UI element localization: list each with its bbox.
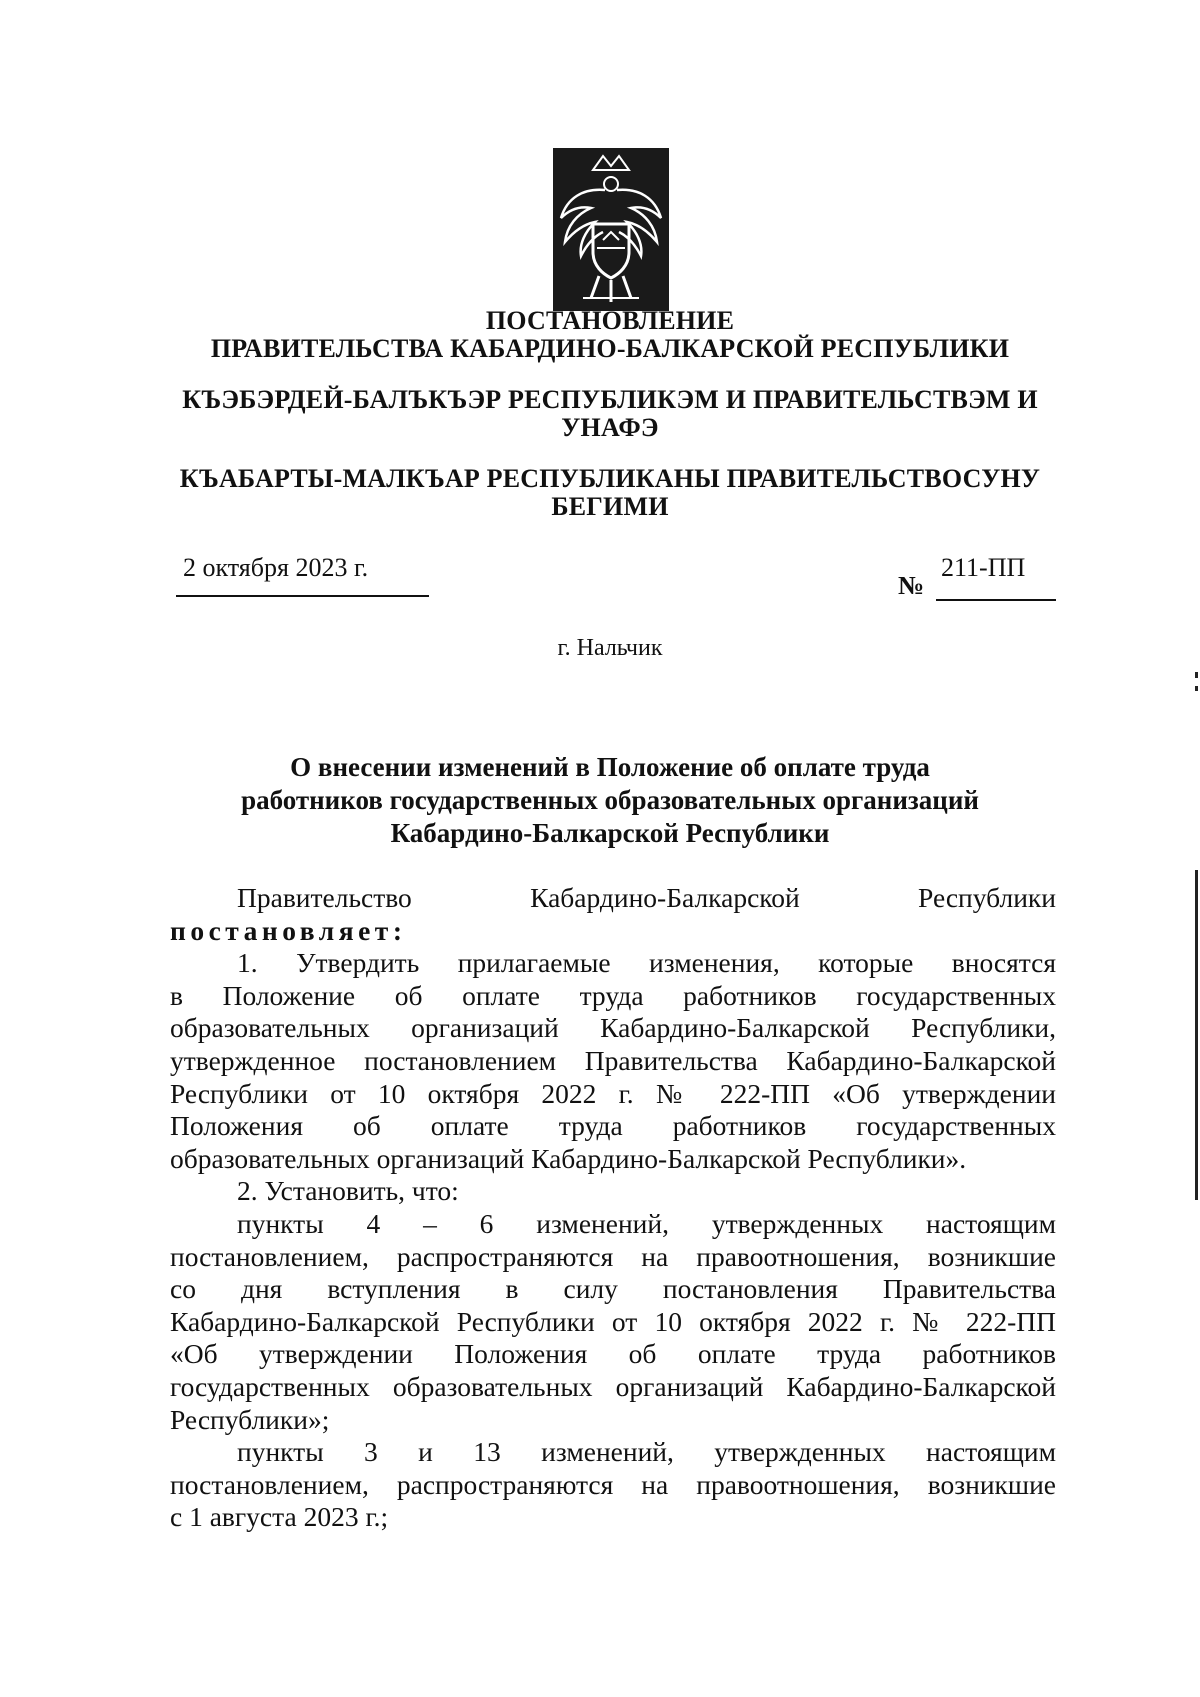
body-line: Республики от 10 октября 2022 г. № 222-ПП «Об утверждении	[170, 1077, 1056, 1109]
body-line: в Положение об оплате труда работников государственных	[170, 979, 1056, 1011]
document-date: 2 октября 2023 г.	[183, 553, 369, 582]
body-line: образовательных организаций Кабардино-Балкарской Республики».	[170, 1142, 967, 1174]
kabardian-heading-line1: КЪЭБЭРДЕЙ-БАЛЪКЪЭР РЕСПУБЛИКЭМ И ПРАВИТЕЛЬСТВЭМ И	[182, 385, 1038, 414]
body-line: Республики»;	[170, 1403, 330, 1435]
title-line: О внесении изменений в Положение об оплате труда	[290, 752, 930, 782]
scan-edge-mark	[1195, 686, 1198, 691]
title-line: работников государственных образовательных организаций	[241, 785, 979, 815]
number-sign: №	[898, 571, 925, 600]
body-line: Кабардино-Балкарской Республики от 10 октября 2022 г. № 222-ПП	[170, 1305, 1056, 1337]
city-label: г. Нальчик	[557, 635, 663, 661]
body-line: постановлением, распространяются на правоотношения, возникшие	[170, 1468, 1056, 1500]
body-line: утвержденное постановлением Правительства Кабардино-Балкарской	[170, 1044, 1056, 1076]
issuer-heading: ПРАВИТЕЛЬСТВА КАБАРДИНО-БАЛКАРСКОЙ РЕСПУБЛИКИ	[210, 334, 1010, 363]
body-line: Положения об оплате труда работников государственных	[170, 1110, 1056, 1142]
scan-edge-line	[1195, 870, 1198, 1200]
balkar-heading-line1: КЪАБАРТЫ-МАЛКЪАР РЕСПУБЛИКАНЫ ПРАВИТЕЛЬСТВОСУНУ	[179, 464, 1041, 493]
body-line: 1. Утвердить прилагаемые изменения, которые вносятся	[237, 947, 1056, 979]
document-number: 211-ПП	[941, 553, 1026, 582]
body-line: пункты 3 и 13 изменений, утвержденных настоящим	[237, 1436, 1056, 1468]
body-line: пункты 4 – 6 изменений, утвержденных настоящим	[237, 1207, 1056, 1239]
title-line: Кабардино-Балкарской Республики	[390, 818, 830, 848]
body-line: Правительство Кабардино-Балкарской Республики	[237, 882, 1056, 913]
body-line: со дня вступления в силу постановления Правительства	[170, 1273, 1056, 1305]
number-underline	[936, 599, 1056, 601]
document-body	[170, 882, 1056, 1534]
document-title	[160, 751, 1060, 850]
scan-edge-mark	[1195, 672, 1198, 678]
kabardian-heading-line2: УНАФЭ	[561, 413, 659, 442]
date-underline	[176, 595, 429, 597]
doc-type-heading: ПОСТАНОВЛЕНИЕ	[485, 306, 735, 335]
balkar-heading-line2: БЕГИМИ	[551, 492, 669, 521]
body-line: с 1 августа 2023 г.;	[170, 1501, 389, 1533]
body-line: государственных образовательных организаций Кабардино-Балкарской	[170, 1370, 1056, 1402]
body-line: постановлением, распространяются на правоотношения, возникшие	[170, 1240, 1056, 1272]
body-line: образовательных организаций Кабардино-Балкарской Республики,	[170, 1012, 1056, 1044]
coat-of-arms-icon	[553, 148, 669, 311]
body-line: «Об утверждении Положения об оплате труда работников	[170, 1338, 1056, 1370]
body-line-decree: постановляет:	[170, 914, 407, 946]
body-line: 2. Установить, что:	[237, 1175, 459, 1207]
